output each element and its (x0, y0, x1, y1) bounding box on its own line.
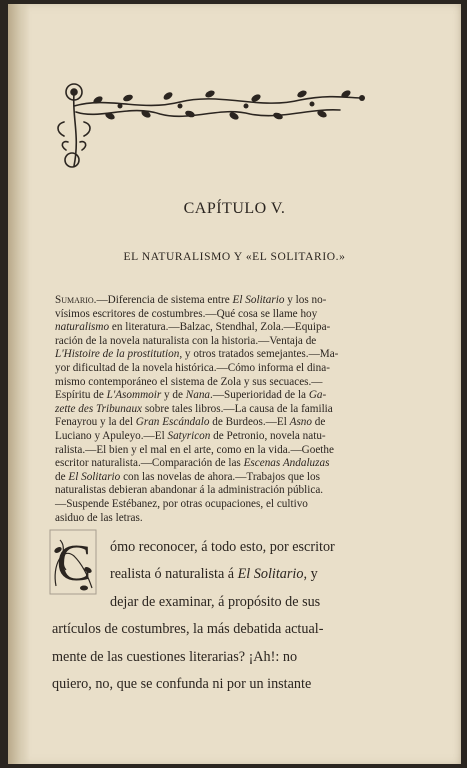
book-page (8, 4, 461, 764)
text-run: y los no- (284, 294, 327, 306)
text-run: de Burdeos.—El (209, 416, 290, 429)
text-run: dejar de examinar, á propósito de sus (110, 593, 321, 610)
text-run: El Solitario (232, 294, 285, 306)
chapter-summary (55, 294, 371, 525)
body-line (52, 534, 374, 561)
summary-line (55, 471, 371, 485)
text-run: mismo contemporáneo el sistema de Zola y sus secuaces.— (55, 375, 323, 388)
text-run: naturalismo (55, 321, 110, 334)
text-run: Satyricon (167, 429, 211, 442)
floral-headpiece-ornament (50, 76, 370, 176)
text-run: con las novelas de ahora.—Trabajos que los (120, 470, 320, 483)
summary-line (55, 376, 371, 390)
text-run: El Solitario (237, 566, 304, 583)
text-run: mente de las cuestiones literarias? ¡Ah!: no (52, 648, 298, 665)
text-run: artículos de costumbres, la más debatida actual- (52, 621, 324, 638)
summary-line (55, 498, 371, 512)
text-run: en literatura.—Balzac, Stendhal, Zola.—Equipa- (109, 321, 331, 334)
summary-line (55, 416, 371, 430)
text-run: Asno (289, 416, 312, 429)
body-line (52, 561, 374, 588)
dropcap-letter: C (56, 535, 92, 592)
text-run: ómo reconocer, á todo esto, por escritor (110, 539, 335, 555)
text-run: Gran Escándalo (135, 416, 210, 429)
summary-line (55, 335, 371, 349)
text-run: El Solitario (68, 470, 121, 483)
text-run: L'Histoire de la prostitution, (55, 348, 183, 361)
summary-line (55, 444, 371, 458)
text-run: ralista.—El bien y el mal en el arte, como en la vida.—Goethe (55, 443, 334, 456)
body-line (52, 671, 374, 698)
text-run: de Petronio, novela natu- (210, 429, 326, 442)
chapter-body-text (52, 534, 374, 698)
text-run: yor dificultad de la novela histórica.—Cómo informa el dina- (55, 361, 330, 374)
text-run: naturalistas debieran abandonar á la administración pública. (55, 484, 324, 497)
summary-line (55, 321, 371, 335)
text-run: vísimos escritores de costumbres.—Qué cosa se llame hoy (55, 307, 318, 320)
text-run: y otros tratados semejantes.—Ma- (182, 348, 339, 361)
text-run: Ga- (308, 389, 327, 402)
summary-line (55, 308, 371, 322)
section-title: EL NATURALISMO Y «EL SOLITARIO.» (123, 251, 346, 263)
text-run: zette des Tribunaux (55, 402, 143, 415)
page-gutter-shadow (8, 4, 30, 764)
summary-line (55, 294, 371, 308)
text-run: , y (303, 566, 318, 583)
text-run: y de (161, 389, 186, 402)
text-run: de (55, 470, 69, 483)
text-run: Escenas Andaluzas (243, 457, 330, 470)
text-run: .—Superioridad de la (210, 389, 309, 402)
text-run: Espíritu de (55, 389, 107, 402)
summary-line (55, 403, 371, 417)
text-run: ración de la novela naturalista con la historia.—Ventaja de (55, 334, 317, 347)
text-run: quiero, no, que se confunda ni por un instante (52, 676, 312, 693)
text-run: de (311, 416, 326, 429)
chapter-title: CAPÍTULO V. (183, 200, 286, 217)
summary-line (55, 348, 371, 362)
text-run: escritor naturalista.—Comparación de las (55, 457, 244, 470)
text-run: —Suspende Estébanez, por otras ocupaciones, el cultivo (55, 497, 308, 510)
text-run: Sumario. (55, 294, 97, 306)
text-run: —Diferencia de sistema entre (96, 294, 233, 306)
body-line (52, 589, 374, 616)
text-run: Nana (185, 389, 211, 402)
summary-line (55, 430, 371, 444)
summary-line (55, 512, 371, 526)
summary-line (55, 484, 371, 498)
text-run: Luciano y Apuleyo.—El (55, 429, 168, 442)
text-run: sobre tales libros.—La causa de la familia (142, 402, 333, 415)
text-run: realista ó naturalista á (110, 566, 238, 583)
text-run: asiduo de las letras. (55, 511, 143, 524)
text-run: Fenayrou y la del (55, 416, 136, 429)
body-line (52, 644, 374, 671)
summary-line (55, 457, 371, 471)
text-run: L'Asommoir (106, 389, 162, 402)
summary-line (55, 389, 371, 403)
summary-line (55, 362, 371, 376)
body-line (52, 616, 374, 643)
